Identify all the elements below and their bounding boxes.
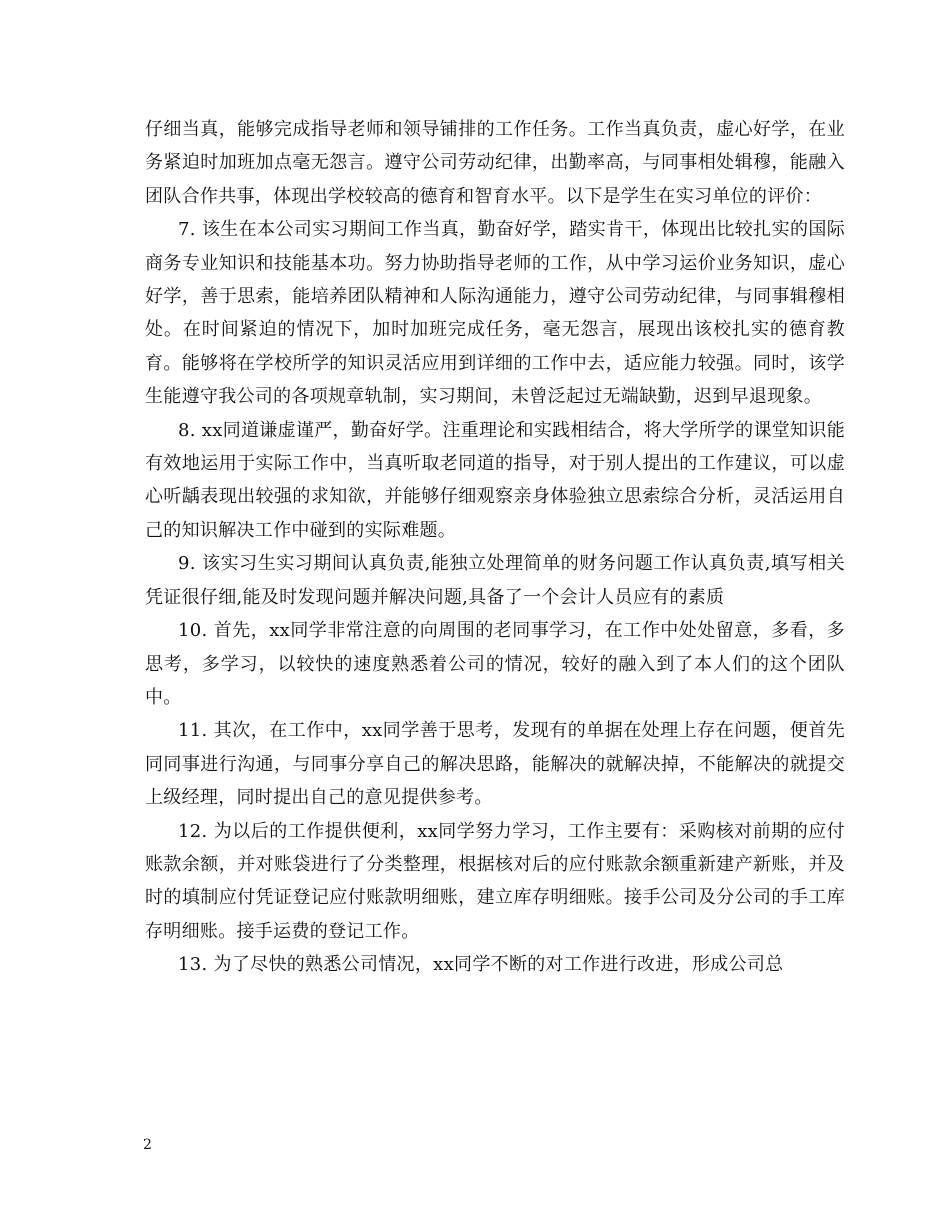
paragraph-continuation: 仔细当真，能够完成指导老师和领导铺排的工作任务。工作当真负责，虚心好学，在业务紧迫时加班加点毫无怨言。遵守公司劳动纪律，出勤率高，与同事相处辑穆，能融入团队合作共事，体现出学校较高的德育和智育水平。以下是学生在实习单位的评价： — [145, 119, 845, 207]
paragraph-item-7: 7. 该生在本公司实习期间工作当真，勤奋好学，踏实肯干，体现出比较扎实的国际商务专业知识和技能基本功。努力协助指导老师的工作，从中学习运价业务知识，虚心好学，善于思索，能培养团队精神和人际沟通能力，遵守公司劳动纪律，与同事辑穆相处。在时间紧迫的情况下，加时加班完成任务，毫无怨言，展现出该校扎实的德育教育。能够将在学校所学的知识灵活应用到详细的工作中去，适应能力较强。同时，该学生能遵守我公司的各项规章轨制，实习期间，未曾泛起过无端缺勤，迟到早退现象。 — [145, 219, 845, 408]
document-body — [145, 113, 845, 982]
paragraph-item-10: 10. 首先，xx同学非常注意的向周围的老同事学习，在工作中处处留意，多看，多思考，多学习，以较快的速度熟悉着公司的情况，较好的融入到了本人们的这个团队中。 — [145, 620, 845, 708]
paragraph-item-11: 11. 其次，在工作中，xx同学善于思考，发现有的单据在处理上存在问题，便首先同同事进行沟通，与同事分享自己的解决思路，能解决的就解决掉，不能解决的就提交上级经理，同时提出自己的意见提供参考。 — [145, 720, 845, 809]
page-number: 2 — [143, 1137, 152, 1153]
paragraph-item-9: 9. 该实习生实习期间认真负责,能独立处理简单的财务问题工作认真负责,填写相关凭证很仔细,能及时发现问题并解决问题,具备了一个会计人员应有的素质 — [145, 553, 845, 608]
paragraph-item-12: 12. 为以后的工作提供便利，xx同学努力学习，工作主要有：采购核对前期的应付账款余额，并对账袋进行了分类整理，根据核对后的应付账款余额重新建产新账，并及时的填制应付凭证登记应付账款明细账，建立库存明细账。接手公司及分公司的手工库存明细账。接手运费的登记工作。 — [145, 820, 845, 942]
paragraph-item-13: 13. 为了尽快的熟悉公司情况，xx同学不断的对工作进行改进，形成公司总 — [178, 954, 784, 976]
paragraph-item-8: 8. xx同道谦虚谨严，勤奋好学。注重理论和实践相结合，将大学所学的课堂知识能有效地运用于实际工作中，当真听取老同道的指导，对于别人提出的工作建议，可以虚心听龋表现出较强的求知欲，并能够仔细观察亲身体验独立思索综合分析，灵活运用自己的知识解决工作中碰到的实际难题。 — [145, 419, 845, 541]
